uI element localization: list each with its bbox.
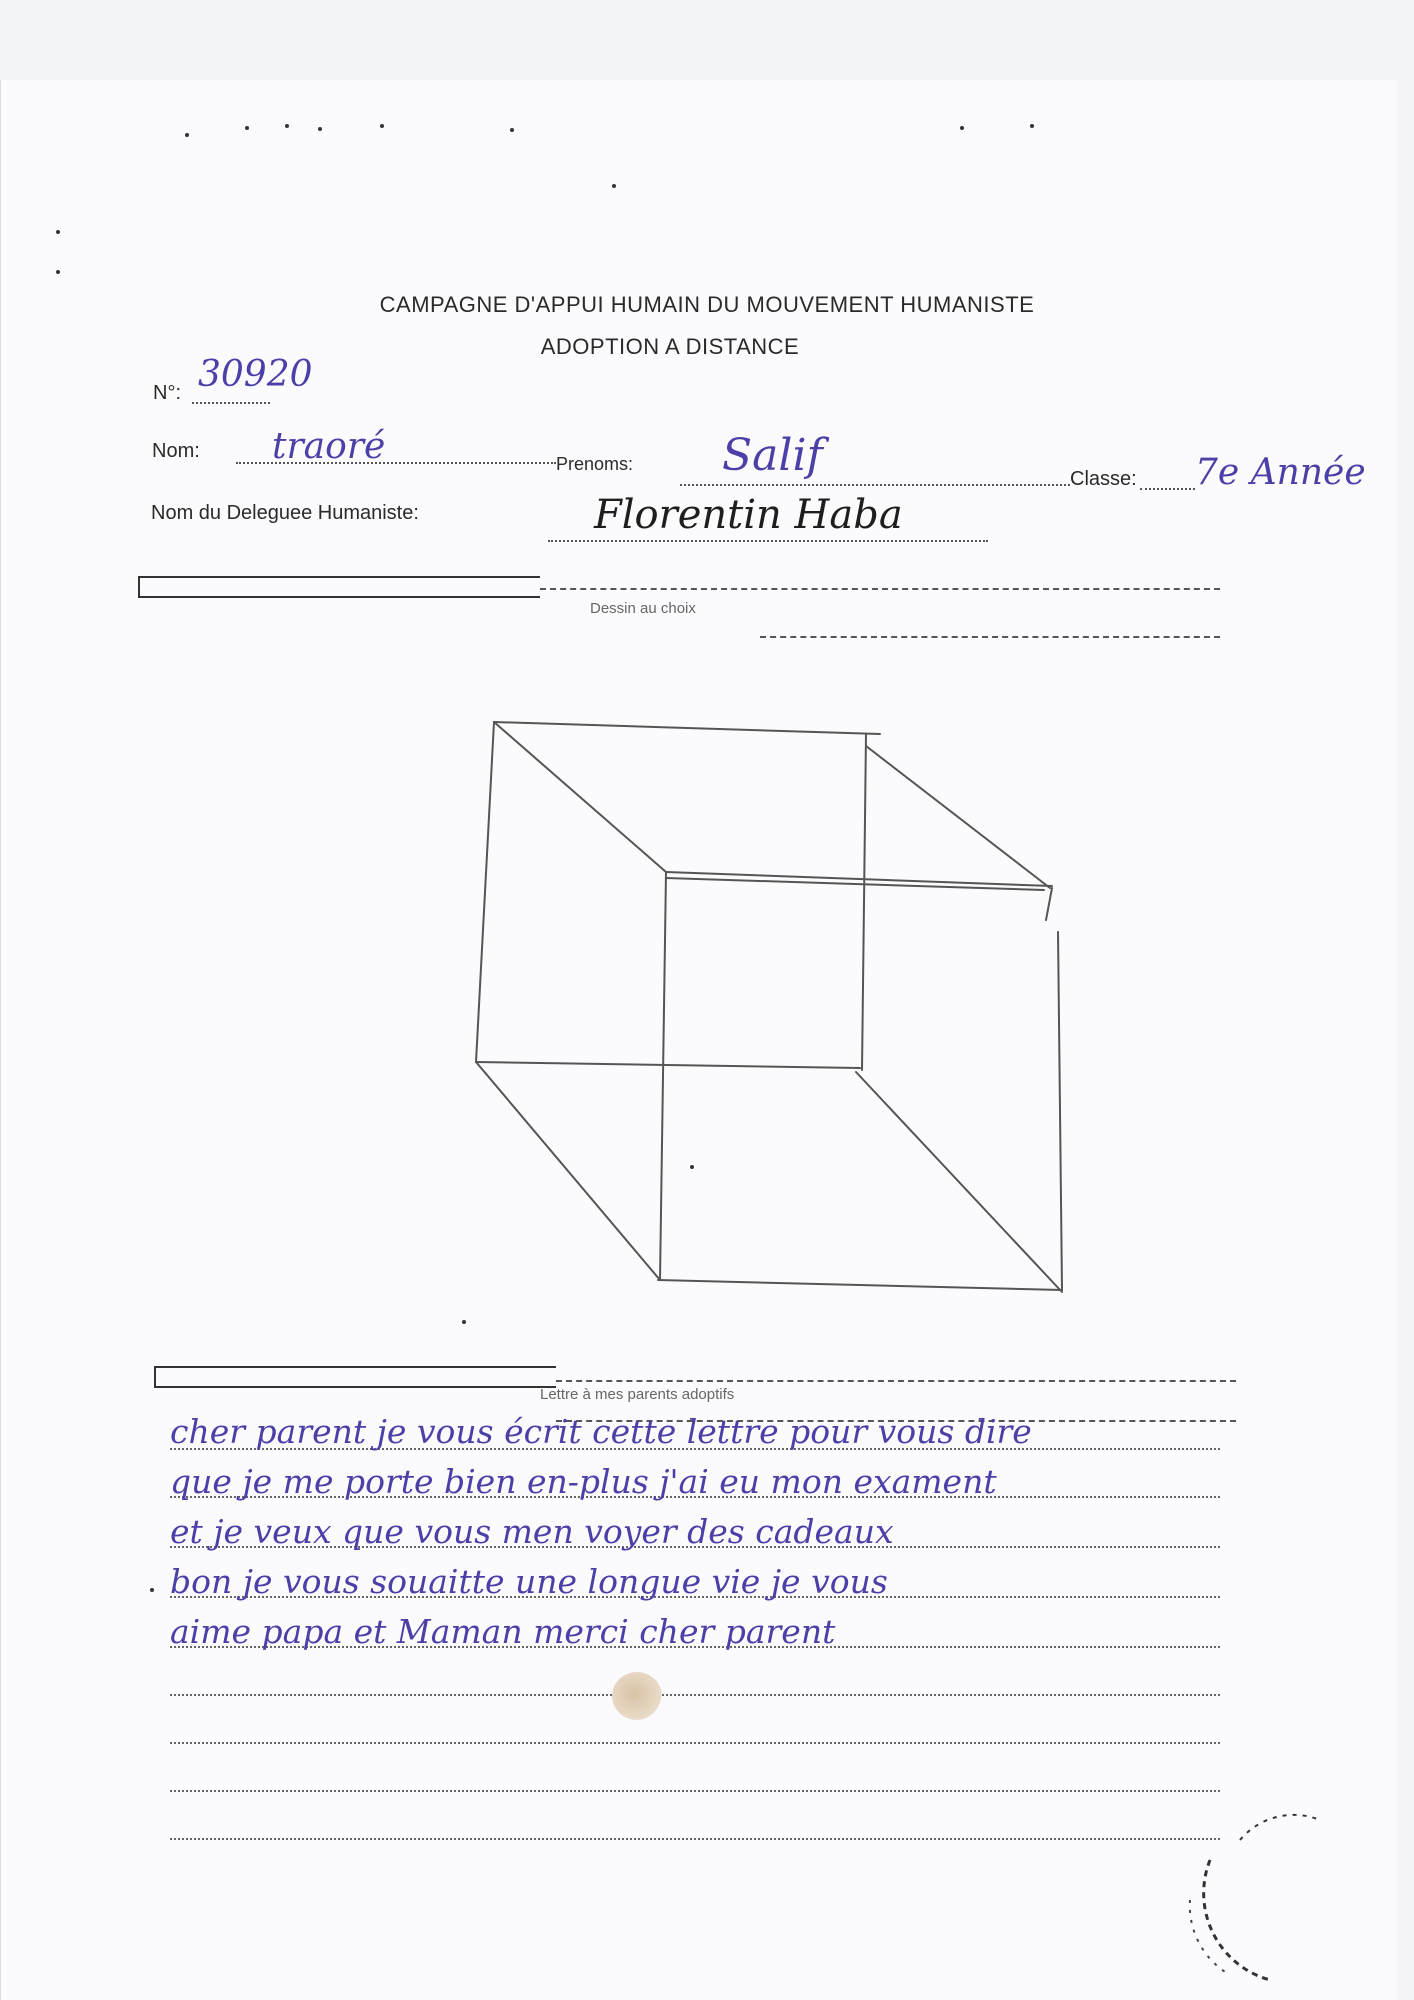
nom-label: Nom: xyxy=(152,440,200,462)
cube-edge xyxy=(476,722,494,1062)
letter-banner-line xyxy=(556,1380,1236,1382)
letter-rule xyxy=(170,1742,1220,1744)
number-label: N°: xyxy=(153,382,181,404)
letter-line-1: cher parent je vous écrit cette lettre pour vous dire xyxy=(170,1412,1032,1451)
letter-line-3: et je veux que vous men voyer des cadeaux xyxy=(170,1512,894,1551)
nom-value: traoré xyxy=(272,426,386,467)
prenoms-value: Salif xyxy=(722,430,823,481)
stamp-seal xyxy=(1170,1800,1360,1990)
classe-label: Classe: xyxy=(1070,468,1137,490)
letter-banner xyxy=(154,1366,556,1388)
letter-rule xyxy=(170,1694,1220,1696)
classe-value: 7e Année xyxy=(1195,452,1366,493)
prenoms-label: Prenoms: xyxy=(556,454,634,474)
cube-edge xyxy=(866,746,1050,888)
letter-line-2: que je me porte bien en-plus j'ai eu mon exament xyxy=(170,1462,997,1501)
cube-edge xyxy=(476,1062,860,1068)
number-value: 30920 xyxy=(198,354,313,395)
cube-edge xyxy=(1046,888,1052,920)
letter-rule xyxy=(170,1838,1220,1840)
delegue-label: Nom du Deleguee Humaniste: xyxy=(151,502,419,524)
paper-stain xyxy=(612,1672,662,1720)
cube-edge xyxy=(660,872,666,1280)
letter-rule xyxy=(170,1790,1220,1792)
cube-edge xyxy=(1058,932,1062,1290)
letter-line-5: aime papa et Maman merci cher parent xyxy=(170,1612,836,1651)
cube-edge xyxy=(856,1072,1062,1292)
cube-edge xyxy=(476,1062,660,1280)
cube-edge xyxy=(862,734,866,1070)
page-subtitle: ADOPTION A DISTANCE xyxy=(540,334,800,359)
cube-edge xyxy=(494,722,880,734)
delegue-value: Florentin Haba xyxy=(594,492,903,538)
cube-edge xyxy=(658,1280,1062,1290)
letter-line-4: bon je vous souaitte une longue vie je vous xyxy=(170,1562,888,1601)
page-title: CAMPAGNE D'APPUI HUMAIN DU MOUVEMENT HUMANISTE xyxy=(379,292,1035,317)
cube-edge xyxy=(494,722,666,872)
letter-label: Lettre à mes parents adoptifs xyxy=(540,1386,735,1403)
drawing-label: Dessin au choix xyxy=(590,600,696,617)
